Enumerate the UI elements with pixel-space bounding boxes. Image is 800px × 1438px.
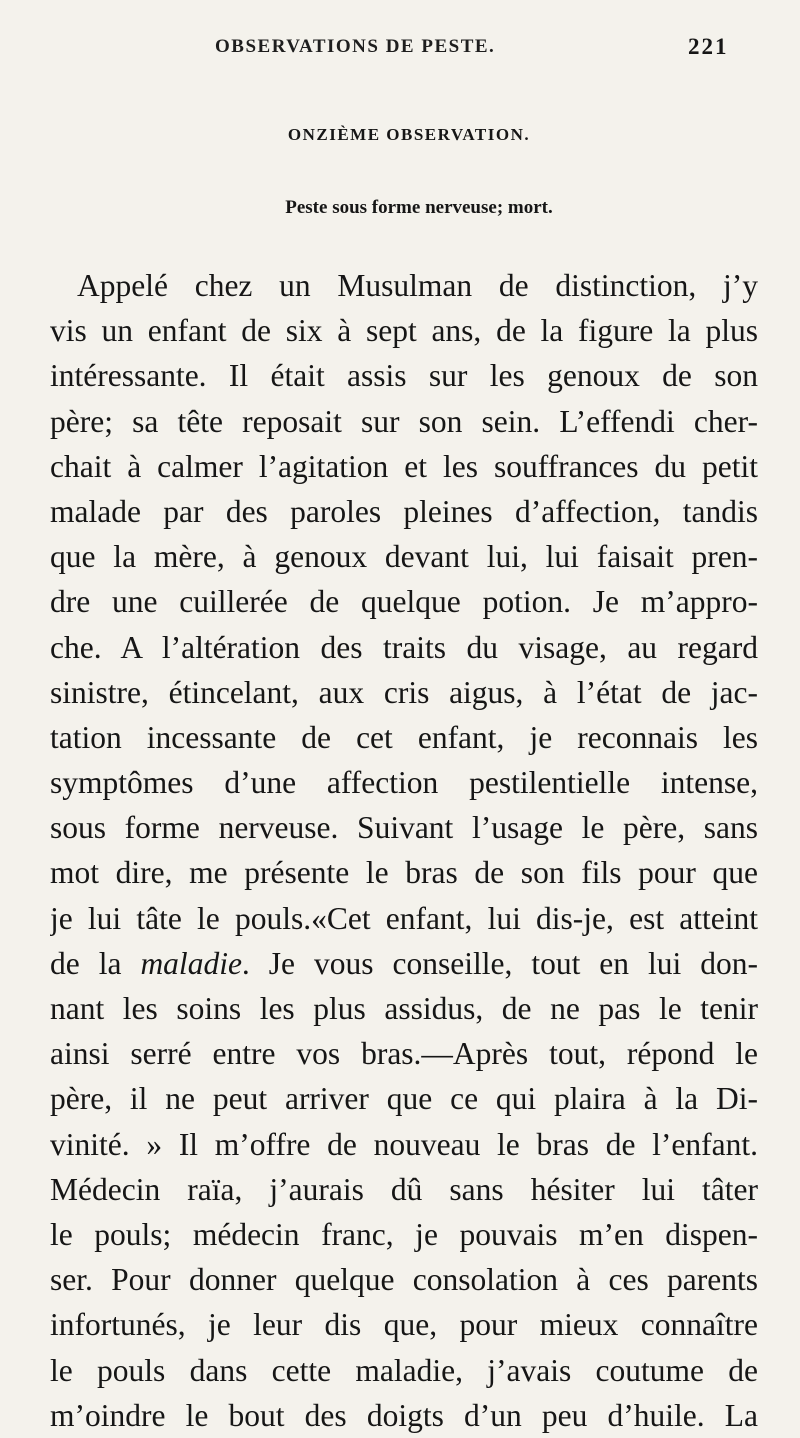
page-number: 221: [688, 34, 729, 59]
section-subtitle: Peste sous forme nerveuse; mort.: [285, 197, 553, 218]
text-line: Appelé chez un Musulman de distinction, j’y: [77, 268, 758, 303]
text-line: m’oindre le bout des doigts d’un peu d’huile. La: [50, 1397, 758, 1433]
text-line: sous forme nerveuse. Suivant l’usage le père, sans: [50, 810, 758, 846]
text-line: dre une cuillerée de quelque potion. Je m’appro-: [50, 584, 758, 620]
running-head: [0, 36, 800, 72]
text-line: père, il ne peut arriver que ce qui plaira à la Di-: [50, 1081, 758, 1117]
text-line: chait à calmer l’agitation et les souffrances du petit: [50, 448, 758, 484]
text-line: symptômes d’une affection pestilentielle intense,: [50, 765, 758, 801]
text-line: le pouls; médecin franc, je pouvais m’en dispen-: [50, 1216, 758, 1252]
text-line: vis un enfant de six à sept ans, de la figure la plus: [50, 313, 758, 349]
text-line: que la mère, à genoux devant lui, lui faisait pren-: [50, 539, 758, 575]
text-line: ainsi serré entre vos bras.—Après tout, répond le: [50, 1036, 758, 1072]
text-line: nant les soins les plus assidus, de ne pas le tenir: [50, 991, 758, 1026]
text-line: père; sa tête reposait sur son sein. L’effendi cher-: [50, 403, 758, 439]
text-line: malade par des paroles pleines d’affection, tandis: [50, 493, 758, 529]
body-paragraph: [50, 263, 758, 1438]
text-line: Médecin raïa, j’aurais dû sans hésiter lui tâter: [50, 1171, 758, 1207]
text-line: le pouls dans cette maladie, j’avais coutume de: [50, 1352, 758, 1388]
emphasized-word: maladie: [140, 945, 242, 981]
text-line: sinistre, étincelant, aux cris aigus, à l’état de jac-: [50, 674, 758, 710]
text-line: vinité. » Il m’offre de nouveau le bras de l’enfant.: [50, 1126, 758, 1162]
text-line: intéressante. Il était assis sur les genoux de son: [50, 358, 758, 394]
text-line: che. A l’altération des traits du visage, au regard: [50, 629, 758, 665]
text-line: infortunés, je leur dis que, pour mieux connaître: [50, 1307, 758, 1343]
text-line: mot dire, me présente le bras de son fils pour que: [50, 855, 758, 891]
running-title: OBSERVATIONS DE PESTE.: [215, 36, 496, 57]
text-line: ser. Pour donner quelque consolation à ces parents: [50, 1262, 758, 1298]
text-line: de la maladie. Je vous conseille, tout en lui don-: [50, 945, 758, 981]
text-line: tation incessante de cet enfant, je reconnais les: [50, 719, 758, 755]
text-line: je lui tâte le pouls.«Cet enfant, lui dis-je, est atteint: [50, 900, 758, 936]
section-heading: ONZIÈME OBSERVATION.: [287, 125, 531, 144]
